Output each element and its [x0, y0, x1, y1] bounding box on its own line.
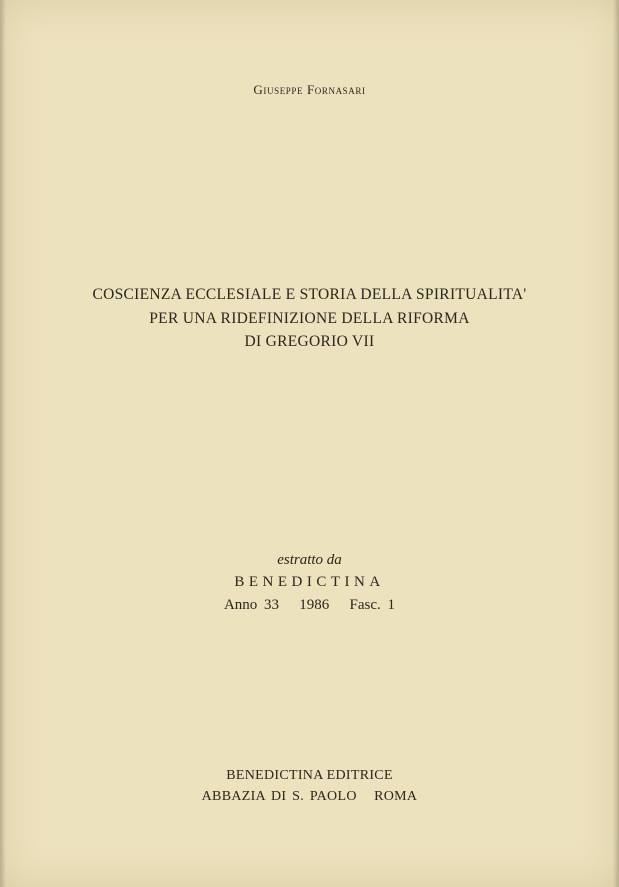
- extract-label: estratto da: [277, 552, 342, 568]
- journal-name: BENEDICTINA: [234, 574, 385, 590]
- issue-info: Anno 33 1986 Fasc. 1: [223, 597, 396, 613]
- author-name: Giuseppe Fornasari: [253, 82, 366, 97]
- publisher-name: BENEDICTINA EDITRICE: [226, 768, 393, 783]
- title-line-2: PER UNA RIDEFINIZIONE DELLA RIFORMA: [149, 310, 470, 327]
- publisher-address: ABBAZIA DI S. PAOLO ROMA: [201, 789, 418, 804]
- title-line-1: COSCIENZA ECCLESIALE E STORIA DELLA SPIRITUALITA': [92, 286, 527, 303]
- page-edge-right: [613, 0, 619, 887]
- title-line-3: DI GREGORIO VII: [244, 333, 375, 350]
- page-edge-left: [0, 0, 6, 887]
